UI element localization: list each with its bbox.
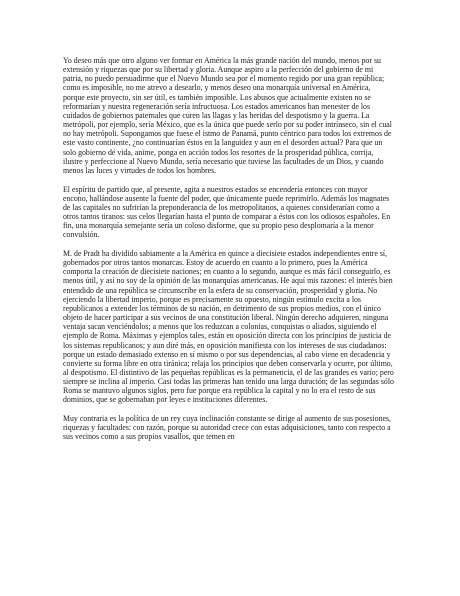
paragraph-2: El espíritu de partido que, al presente, agita a nuestros estados se encendería entonces con mayor encono, hallándose ausente la fuente del poder, que únicamente puede reprimirlo. Además los magnates de las capitales no sufrirían la preponderancia de los metropolitanos, a quienes considerarían como a otros tantos tiranos: sus celos llegarían hasta el punto de comparar a éstos con los odiosos españoles. En fin, una monarquía semejante sería un coloso disforme, que su propio peso desplomaría a la menor convulsión.: [63, 184, 391, 240]
paragraph-1: Yo deseo más que otro alguno ver formar en América la más grande nación del mundo, menos por su extensión y riquezas que por su libertad y gloria. Aunque aspiro a la perfección del gobierno de mi patria, no puedo persuadirme que el Nuevo Mundo sea por el momento regido por una gran república; como es imposible, no me atrevo a desearlo, y menos deseo una monarquía universal en América, porque este proyecto, sin ser útil, es también imposible. Los abusos que actualmente existen no se reformarían y nuestra regeneración sería infructuosa. Los estados americanos han menester de los cuidados de gobiernos paternales que curen las llagas y las heridas del despotismo y la guerra. La metrópoli, por ejemplo, sería México, que es la única que puede serlo por su poder intrínseco, sin el cual no hay metrópoli. Supongamos que fuese el istmo de Panamá, punto céntrico para todos los extremos de este vasto continente, ¿no continuarían éstos en la languidez y aun en el desorden actual? Para que un solo gobierno dé vida, anime, ponga en acción todos los resortes de la prosperidad pública, corrija, ilustre y perfeccione al Nuevo Mundo, sería necesario que tuviese las facultades de un Dios, y cuando menos las luces y virtudes de todos los hombres.: [63, 56, 392, 175]
document-body: [63, 56, 394, 451]
paragraph-4: Muy contraria es la política de un rey cuya inclinación constante se dirige al aumento de sus posesiones, riquezas y facultades: con razón, porque su autoridad crece con estas adquisiciones, tanto con respecto a sus vecinos como a sus propios vasallos, que temen en: [63, 414, 392, 442]
paragraph-3: M. de Pradt ha dividido sabiamente a la América en quince a diecisiete estados independientes entre sí, gobernados por otros tantos monarcas. Estoy de acuerdo en cuanto a lo primero, pues la América comporta la creación de diecisiete naciones; en cuanto a lo segundo, aunque es más fácil conseguirlo, es menos útil, y así no soy de la opinión de las monarquías americanas. He aquí mis razones: el interés bien entendido de una república se circunscribe en la esfera de su conservación, prosperidad y gloria. No ejerciendo la libertad imperio, porque es precisamente su opuesto, ningún estímulo excita a los republicanos a extender los términos de su nación, en detrimento de sus propios medios, con el único objeto de hacer participar a sus vecinos de una constitución liberal. Ningún derecho adquieren, ninguna ventaja sacan venciéndolos; a menos que los reduzcan a colonias, conquistas o aliados, siguiendo el ejemplo de Roma. Máximas y ejemplos tales, están en oposición directa con los principios de justicia de los sistemas republicanos; y aun diré más, en oposición manifiesta con los intereses de sus ciudadanos: porque un estado demasiado extenso en sí mismo o por sus dependencias, al cabo viene en decadencia y convierte su forma libre en otra tiránica; relaja los principios que deben conservarla y ocurre, por último, al despotismo. El distintivo de las pequeñas repúblicas es la permanencia, el de las grandes es vario; pero siempre se inclina al imperio. Casi todas las primeras han tenido una larga duración; de las segundas sólo Roma se mantuvo algunos siglos, pero fue porque era república la capital y no lo era el resto de sus dominios, que se gobernaban por leyes e instituciones diferentes.: [63, 248, 394, 405]
